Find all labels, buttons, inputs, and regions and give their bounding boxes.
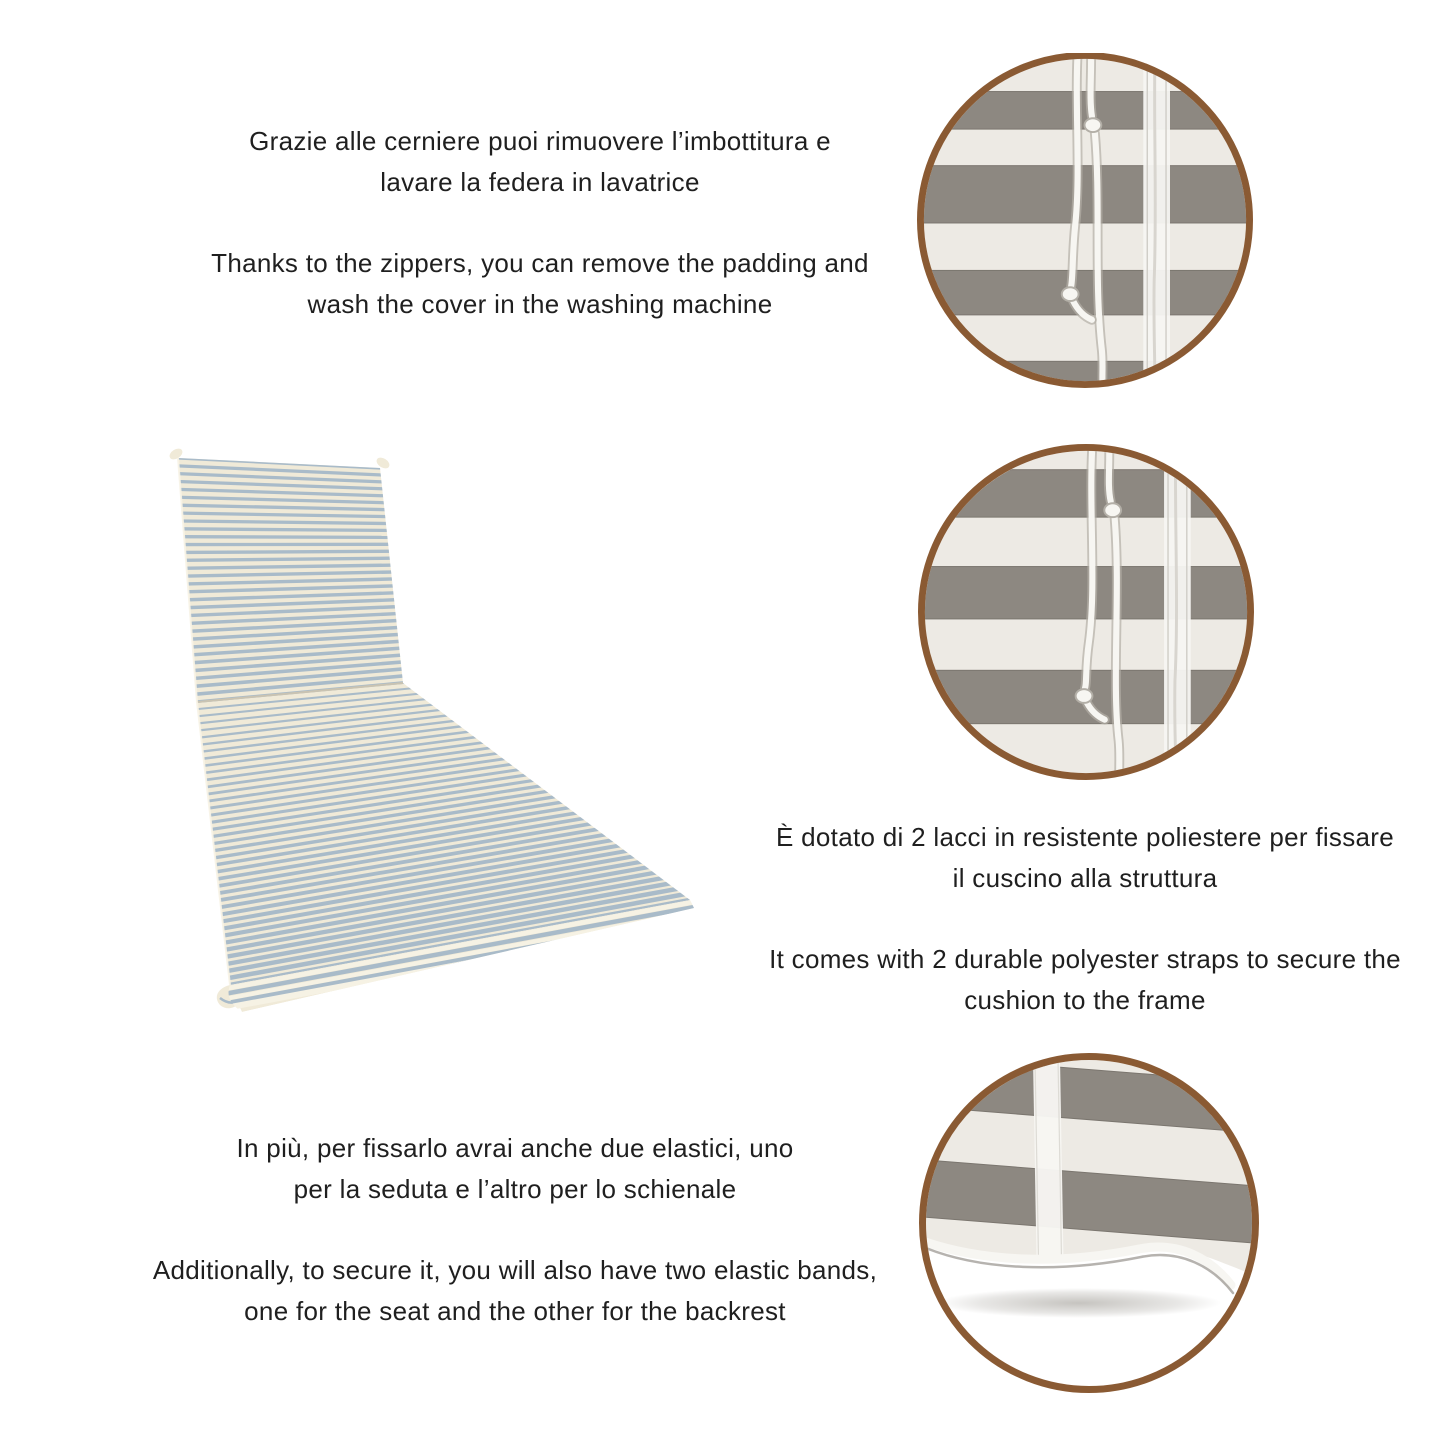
detail-photo-zipper — [917, 53, 1253, 389]
straps-en-line2: cushion to the frame — [964, 985, 1206, 1015]
straps-en-line1: It comes with 2 durable polyester straps to secure the — [769, 944, 1401, 974]
straps-text-block — [755, 817, 1415, 1021]
backrest — [170, 458, 411, 703]
detail-photo-straps — [918, 444, 1254, 780]
elastics-en-line1: Additionally, to secure it, you will also have two elastic bands, — [152, 1255, 878, 1285]
zipper-en-line2: wash the cover in the washing machine — [307, 289, 773, 319]
elastics-text-block — [65, 1128, 965, 1332]
zipper-it-line2: lavare la federa in lavatrice — [380, 167, 700, 197]
zipper-text-italian — [90, 121, 990, 203]
elastics-en-line2: one for the seat and the other for the backrest — [244, 1296, 786, 1326]
straps-it-line1: È dotato di 2 lacci in resistente poliestere per fissare — [776, 822, 1394, 852]
zipper-it-line1: Grazie alle cerniere puoi rimuovere l’imbottitura e — [249, 126, 831, 156]
zipper-en-line1: Thanks to the zippers, you can remove the padding and — [211, 248, 869, 278]
straps-text-italian — [755, 817, 1415, 899]
elastics-it-line1: In più, per fissarlo avrai anche due elastici, uno — [236, 1133, 794, 1163]
elastics-text-italian — [65, 1128, 965, 1210]
elastics-text-english — [65, 1250, 965, 1332]
detail-photo-elastic — [919, 1053, 1259, 1393]
detail-photo-elastic-image — [919, 1053, 1259, 1393]
detail-photo-zipper-image — [917, 53, 1253, 389]
seat — [189, 682, 709, 988]
detail-photo-straps-image — [918, 444, 1254, 780]
zipper-text-block — [90, 121, 990, 325]
product-photo-lounger-cushion — [150, 440, 710, 1040]
straps-text-english — [755, 939, 1415, 1021]
elastics-it-line2: per la seduta e l’altro per lo schienale — [293, 1174, 737, 1204]
cushion-shadow — [937, 1288, 1221, 1318]
zipper-icon — [1164, 444, 1191, 780]
straps-it-line2: il cuscino alla struttura — [952, 863, 1218, 893]
zipper-text-english — [90, 243, 990, 325]
zipper-icon — [1143, 53, 1170, 389]
